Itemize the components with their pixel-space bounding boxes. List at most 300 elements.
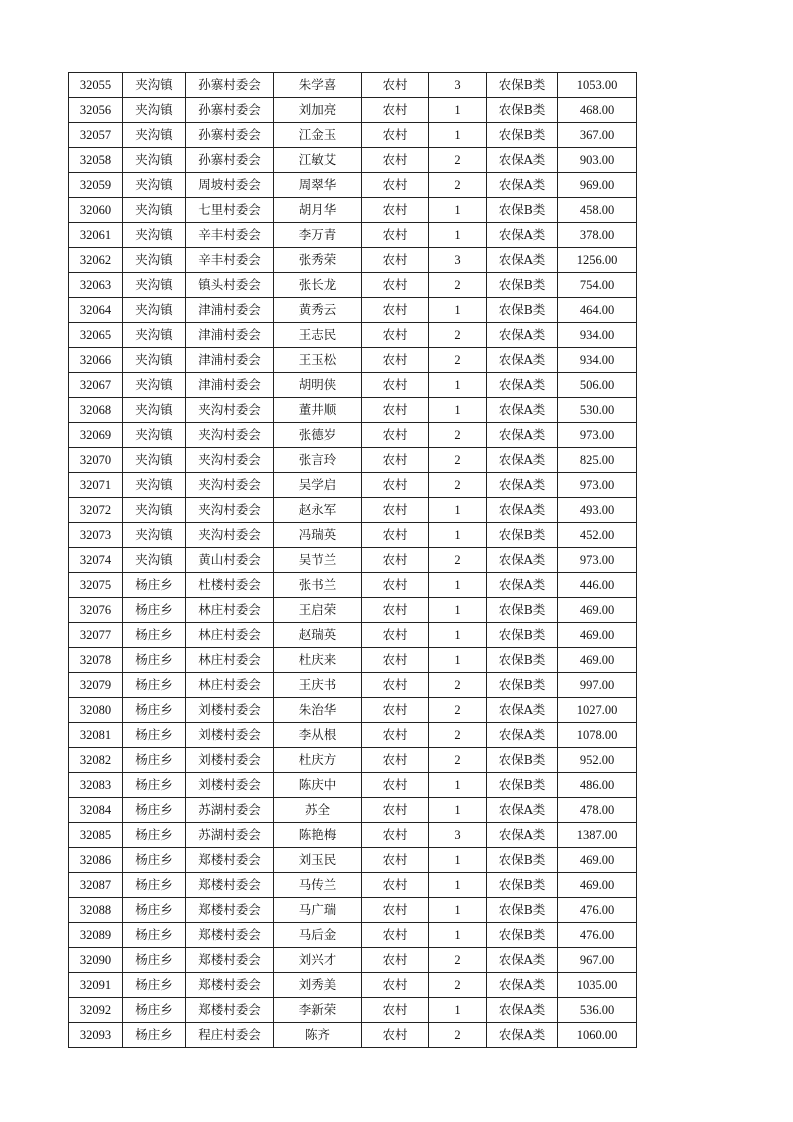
household-count-cell: 1 [429,298,487,323]
insurance-category-cell: 农保B类 [487,298,558,323]
insurance-category-cell: 农保A类 [487,723,558,748]
person-name-cell: 张秀荣 [274,248,362,273]
insurance-category-cell: 农保A类 [487,323,558,348]
household-count-cell: 1 [429,873,487,898]
household-count-cell: 2 [429,948,487,973]
village-committee-cell: 林庄村委会 [186,648,274,673]
household-count-cell: 2 [429,723,487,748]
amount-cell: 903.00 [558,148,637,173]
insurance-category-cell: 农保A类 [487,1023,558,1048]
amount-cell: 825.00 [558,448,637,473]
household-count-cell: 2 [429,423,487,448]
table-row [69,573,637,598]
table-row [69,323,637,348]
township-cell: 杨庄乡 [123,748,186,773]
township-cell: 夹沟镇 [123,123,186,148]
household-count-cell: 2 [429,173,487,198]
household-count-cell: 2 [429,748,487,773]
residence-type-cell: 农村 [362,823,429,848]
township-cell: 夹沟镇 [123,473,186,498]
township-cell: 夹沟镇 [123,448,186,473]
village-committee-cell: 夹沟村委会 [186,523,274,548]
village-committee-cell: 夹沟村委会 [186,423,274,448]
serial-number-cell: 32067 [69,373,123,398]
person-name-cell: 苏全 [274,798,362,823]
residence-type-cell: 农村 [362,373,429,398]
serial-number-cell: 32068 [69,398,123,423]
serial-number-cell: 32062 [69,248,123,273]
township-cell: 夹沟镇 [123,248,186,273]
household-count-cell: 2 [429,673,487,698]
household-count-cell: 1 [429,923,487,948]
township-cell: 夹沟镇 [123,223,186,248]
insurance-category-cell: 农保B类 [487,523,558,548]
township-cell: 杨庄乡 [123,648,186,673]
residence-type-cell: 农村 [362,673,429,698]
insurance-category-cell: 农保B类 [487,848,558,873]
insurance-category-cell: 农保B类 [487,748,558,773]
insurance-category-cell: 农保B类 [487,98,558,123]
insurance-category-cell: 农保B类 [487,198,558,223]
amount-cell: 458.00 [558,198,637,223]
amount-cell: 367.00 [558,123,637,148]
person-name-cell: 董井顺 [274,398,362,423]
person-name-cell: 胡明侠 [274,373,362,398]
village-committee-cell: 程庄村委会 [186,1023,274,1048]
household-count-cell: 1 [429,98,487,123]
table-row [69,73,637,98]
person-name-cell: 朱学喜 [274,73,362,98]
residence-type-cell: 农村 [362,473,429,498]
residence-type-cell: 农村 [362,273,429,298]
amount-cell: 469.00 [558,598,637,623]
household-count-cell: 1 [429,848,487,873]
amount-cell: 1053.00 [558,73,637,98]
data-table [68,72,637,1048]
amount-cell: 469.00 [558,848,637,873]
household-count-cell: 1 [429,498,487,523]
village-committee-cell: 郑楼村委会 [186,998,274,1023]
person-name-cell: 刘秀美 [274,973,362,998]
serial-number-cell: 32080 [69,698,123,723]
residence-type-cell: 农村 [362,948,429,973]
insurance-category-cell: 农保A类 [487,473,558,498]
residence-type-cell: 农村 [362,873,429,898]
residence-type-cell: 农村 [362,398,429,423]
township-cell: 夹沟镇 [123,323,186,348]
person-name-cell: 张书兰 [274,573,362,598]
table-row [69,898,637,923]
residence-type-cell: 农村 [362,698,429,723]
village-committee-cell: 辛丰村委会 [186,248,274,273]
village-committee-cell: 杜楼村委会 [186,573,274,598]
household-count-cell: 1 [429,798,487,823]
household-count-cell: 1 [429,223,487,248]
serial-number-cell: 32069 [69,423,123,448]
table-row [69,523,637,548]
serial-number-cell: 32056 [69,98,123,123]
residence-type-cell: 农村 [362,598,429,623]
residence-type-cell: 农村 [362,548,429,573]
table-row [69,548,637,573]
township-cell: 杨庄乡 [123,948,186,973]
table-row [69,198,637,223]
table-row [69,448,637,473]
household-count-cell: 2 [429,148,487,173]
serial-number-cell: 32084 [69,798,123,823]
household-count-cell: 1 [429,198,487,223]
residence-type-cell: 农村 [362,523,429,548]
township-cell: 杨庄乡 [123,623,186,648]
serial-number-cell: 32083 [69,773,123,798]
village-committee-cell: 夹沟村委会 [186,448,274,473]
person-name-cell: 张德岁 [274,423,362,448]
amount-cell: 493.00 [558,498,637,523]
amount-cell: 1078.00 [558,723,637,748]
village-committee-cell: 刘楼村委会 [186,773,274,798]
person-name-cell: 王启荣 [274,598,362,623]
township-cell: 杨庄乡 [123,923,186,948]
residence-type-cell: 农村 [362,773,429,798]
household-count-cell: 1 [429,898,487,923]
amount-cell: 468.00 [558,98,637,123]
table-row [69,173,637,198]
township-cell: 杨庄乡 [123,773,186,798]
village-committee-cell: 孙寨村委会 [186,123,274,148]
amount-cell: 469.00 [558,648,637,673]
person-name-cell: 刘玉民 [274,848,362,873]
amount-cell: 1035.00 [558,973,637,998]
township-cell: 杨庄乡 [123,873,186,898]
residence-type-cell: 农村 [362,223,429,248]
village-committee-cell: 郑楼村委会 [186,898,274,923]
township-cell: 夹沟镇 [123,423,186,448]
township-cell: 杨庄乡 [123,973,186,998]
amount-cell: 967.00 [558,948,637,973]
residence-type-cell: 农村 [362,723,429,748]
household-count-cell: 1 [429,123,487,148]
serial-number-cell: 32088 [69,898,123,923]
township-cell: 夹沟镇 [123,73,186,98]
serial-number-cell: 32079 [69,673,123,698]
serial-number-cell: 32058 [69,148,123,173]
person-name-cell: 李从根 [274,723,362,748]
person-name-cell: 赵瑞英 [274,623,362,648]
township-cell: 杨庄乡 [123,1023,186,1048]
township-cell: 夹沟镇 [123,523,186,548]
township-cell: 夹沟镇 [123,348,186,373]
township-cell: 夹沟镇 [123,198,186,223]
serial-number-cell: 32070 [69,448,123,473]
serial-number-cell: 32077 [69,623,123,648]
serial-number-cell: 32091 [69,973,123,998]
household-count-cell: 2 [429,1023,487,1048]
table-row [69,623,637,648]
residence-type-cell: 农村 [362,73,429,98]
amount-cell: 997.00 [558,673,637,698]
household-count-cell: 2 [429,273,487,298]
village-committee-cell: 林庄村委会 [186,623,274,648]
amount-cell: 1060.00 [558,1023,637,1048]
amount-cell: 478.00 [558,798,637,823]
household-count-cell: 1 [429,398,487,423]
serial-number-cell: 32073 [69,523,123,548]
amount-cell: 506.00 [558,373,637,398]
insurance-category-cell: 农保A类 [487,223,558,248]
serial-number-cell: 32063 [69,273,123,298]
person-name-cell: 胡月华 [274,198,362,223]
table-row [69,248,637,273]
insurance-category-cell: 农保B类 [487,273,558,298]
amount-cell: 1387.00 [558,823,637,848]
household-count-cell: 2 [429,973,487,998]
person-name-cell: 陈艳梅 [274,823,362,848]
serial-number-cell: 32086 [69,848,123,873]
amount-cell: 469.00 [558,873,637,898]
household-count-cell: 3 [429,73,487,98]
table-row [69,498,637,523]
residence-type-cell: 农村 [362,448,429,473]
serial-number-cell: 32075 [69,573,123,598]
person-name-cell: 刘兴才 [274,948,362,973]
amount-cell: 969.00 [558,173,637,198]
serial-number-cell: 32059 [69,173,123,198]
table-row [69,1023,637,1048]
residence-type-cell: 农村 [362,623,429,648]
table-row [69,98,637,123]
residence-type-cell: 农村 [362,973,429,998]
table-row [69,848,637,873]
insurance-category-cell: 农保A类 [487,498,558,523]
household-count-cell: 1 [429,773,487,798]
village-committee-cell: 黄山村委会 [186,548,274,573]
household-count-cell: 1 [429,623,487,648]
residence-type-cell: 农村 [362,748,429,773]
village-committee-cell: 林庄村委会 [186,598,274,623]
village-committee-cell: 镇头村委会 [186,273,274,298]
residence-type-cell: 农村 [362,923,429,948]
insurance-category-cell: 农保A类 [487,248,558,273]
village-committee-cell: 郑楼村委会 [186,848,274,873]
household-count-cell: 1 [429,573,487,598]
table-row [69,773,637,798]
table-row [69,698,637,723]
household-count-cell: 3 [429,823,487,848]
household-count-cell: 2 [429,448,487,473]
table-row [69,673,637,698]
serial-number-cell: 32071 [69,473,123,498]
township-cell: 杨庄乡 [123,698,186,723]
person-name-cell: 吴节兰 [274,548,362,573]
amount-cell: 973.00 [558,423,637,448]
township-cell: 杨庄乡 [123,798,186,823]
insurance-category-cell: 农保A类 [487,573,558,598]
person-name-cell: 江金玉 [274,123,362,148]
amount-cell: 754.00 [558,273,637,298]
person-name-cell: 赵永军 [274,498,362,523]
serial-number-cell: 32060 [69,198,123,223]
township-cell: 夹沟镇 [123,498,186,523]
person-name-cell: 陈齐 [274,1023,362,1048]
person-name-cell: 冯瑞英 [274,523,362,548]
township-cell: 夹沟镇 [123,148,186,173]
insurance-category-cell: 农保B类 [487,73,558,98]
amount-cell: 952.00 [558,748,637,773]
household-count-cell: 1 [429,523,487,548]
person-name-cell: 黄秀云 [274,298,362,323]
township-cell: 杨庄乡 [123,898,186,923]
insurance-category-cell: 农保B类 [487,598,558,623]
amount-cell: 378.00 [558,223,637,248]
insurance-category-cell: 农保B类 [487,623,558,648]
amount-cell: 476.00 [558,923,637,948]
township-cell: 夹沟镇 [123,98,186,123]
serial-number-cell: 32085 [69,823,123,848]
serial-number-cell: 32055 [69,73,123,98]
village-committee-cell: 津浦村委会 [186,323,274,348]
insurance-category-cell: 农保A类 [487,423,558,448]
township-cell: 夹沟镇 [123,398,186,423]
residence-type-cell: 农村 [362,323,429,348]
insurance-category-cell: 农保A类 [487,998,558,1023]
serial-number-cell: 32078 [69,648,123,673]
household-count-cell: 1 [429,598,487,623]
table-row [69,473,637,498]
person-name-cell: 王志民 [274,323,362,348]
village-committee-cell: 刘楼村委会 [186,723,274,748]
serial-number-cell: 32093 [69,1023,123,1048]
residence-type-cell: 农村 [362,123,429,148]
table-row [69,398,637,423]
insurance-category-cell: 农保A类 [487,973,558,998]
serial-number-cell: 32064 [69,298,123,323]
residence-type-cell: 农村 [362,648,429,673]
table-row [69,648,637,673]
township-cell: 杨庄乡 [123,848,186,873]
residence-type-cell: 农村 [362,998,429,1023]
serial-number-cell: 32081 [69,723,123,748]
township-cell: 夹沟镇 [123,273,186,298]
serial-number-cell: 32074 [69,548,123,573]
amount-cell: 530.00 [558,398,637,423]
township-cell: 杨庄乡 [123,823,186,848]
insurance-category-cell: 农保A类 [487,698,558,723]
village-committee-cell: 津浦村委会 [186,373,274,398]
township-cell: 杨庄乡 [123,573,186,598]
amount-cell: 469.00 [558,623,637,648]
serial-number-cell: 32092 [69,998,123,1023]
household-count-cell: 3 [429,248,487,273]
person-name-cell: 刘加亮 [274,98,362,123]
person-name-cell: 马广瑞 [274,898,362,923]
residence-type-cell: 农村 [362,298,429,323]
table-row [69,423,637,448]
serial-number-cell: 32076 [69,598,123,623]
residence-type-cell: 农村 [362,498,429,523]
village-committee-cell: 刘楼村委会 [186,748,274,773]
residence-type-cell: 农村 [362,198,429,223]
person-name-cell: 吴学启 [274,473,362,498]
table-row [69,998,637,1023]
amount-cell: 973.00 [558,473,637,498]
village-committee-cell: 苏湖村委会 [186,823,274,848]
table-row [69,748,637,773]
serial-number-cell: 32087 [69,873,123,898]
village-committee-cell: 刘楼村委会 [186,698,274,723]
village-committee-cell: 孙寨村委会 [186,73,274,98]
residence-type-cell: 农村 [362,173,429,198]
village-committee-cell: 郑楼村委会 [186,973,274,998]
insurance-category-cell: 农保B类 [487,873,558,898]
village-committee-cell: 辛丰村委会 [186,223,274,248]
person-name-cell: 张长龙 [274,273,362,298]
insurance-category-cell: 农保A类 [487,448,558,473]
township-cell: 杨庄乡 [123,598,186,623]
table-row [69,823,637,848]
table-row [69,348,637,373]
serial-number-cell: 32090 [69,948,123,973]
person-name-cell: 杜庆来 [274,648,362,673]
household-count-cell: 1 [429,998,487,1023]
township-cell: 夹沟镇 [123,173,186,198]
village-committee-cell: 夹沟村委会 [186,473,274,498]
person-name-cell: 马传兰 [274,873,362,898]
village-committee-cell: 津浦村委会 [186,348,274,373]
insurance-category-cell: 农保B类 [487,123,558,148]
amount-cell: 1027.00 [558,698,637,723]
table-row [69,273,637,298]
village-committee-cell: 周坡村委会 [186,173,274,198]
household-count-cell: 1 [429,373,487,398]
insurance-category-cell: 农保B类 [487,923,558,948]
township-cell: 杨庄乡 [123,723,186,748]
insurance-category-cell: 农保B类 [487,773,558,798]
village-committee-cell: 七里村委会 [186,198,274,223]
insurance-category-cell: 农保A类 [487,148,558,173]
village-committee-cell: 苏湖村委会 [186,798,274,823]
amount-cell: 452.00 [558,523,637,548]
village-committee-cell: 郑楼村委会 [186,948,274,973]
person-name-cell: 江敏艾 [274,148,362,173]
person-name-cell: 朱治华 [274,698,362,723]
village-committee-cell: 林庄村委会 [186,673,274,698]
serial-number-cell: 32072 [69,498,123,523]
amount-cell: 934.00 [558,348,637,373]
person-name-cell: 王玉松 [274,348,362,373]
amount-cell: 934.00 [558,323,637,348]
village-committee-cell: 郑楼村委会 [186,923,274,948]
table-row [69,298,637,323]
serial-number-cell: 32061 [69,223,123,248]
serial-number-cell: 32066 [69,348,123,373]
household-count-cell: 2 [429,698,487,723]
person-name-cell: 杜庆方 [274,748,362,773]
table-row [69,723,637,748]
residence-type-cell: 农村 [362,573,429,598]
residence-type-cell: 农村 [362,423,429,448]
table-row [69,373,637,398]
household-count-cell: 2 [429,548,487,573]
township-cell: 杨庄乡 [123,998,186,1023]
table-row [69,923,637,948]
household-count-cell: 2 [429,323,487,348]
village-committee-cell: 郑楼村委会 [186,873,274,898]
township-cell: 夹沟镇 [123,548,186,573]
insurance-category-cell: 农保A类 [487,548,558,573]
serial-number-cell: 32057 [69,123,123,148]
amount-cell: 486.00 [558,773,637,798]
serial-number-cell: 32082 [69,748,123,773]
